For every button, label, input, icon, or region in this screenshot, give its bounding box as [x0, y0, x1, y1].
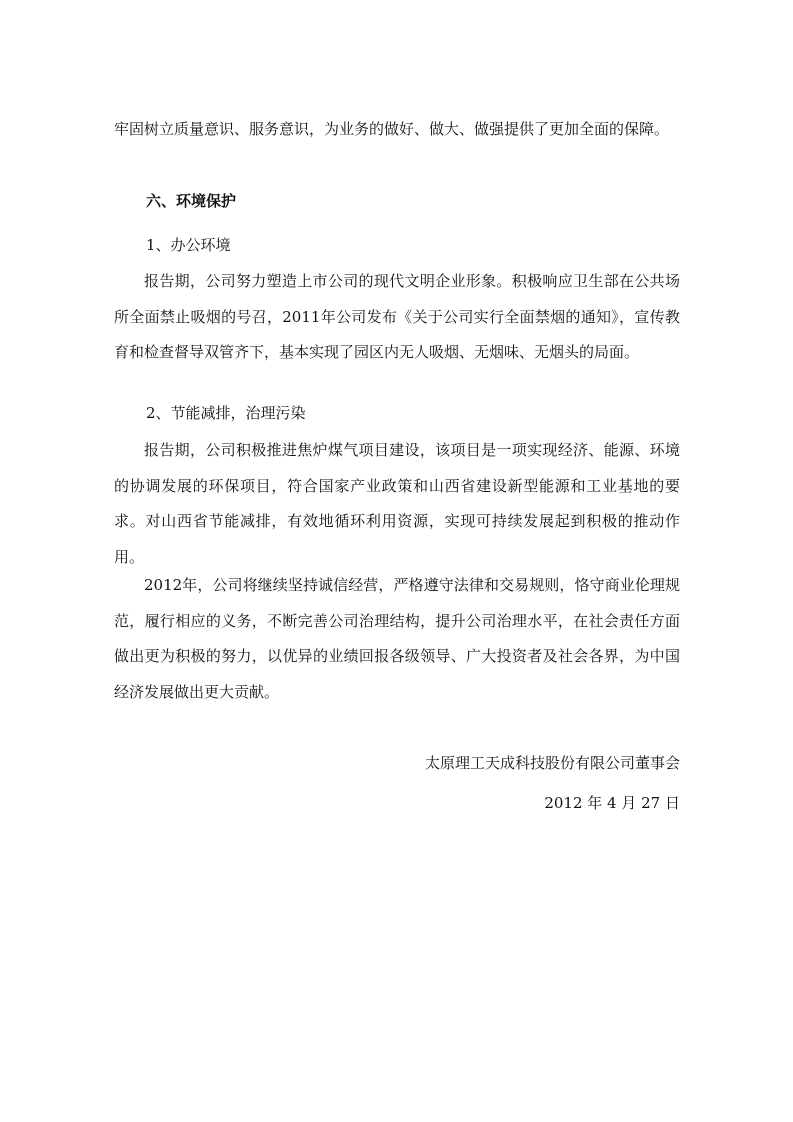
subsection-1-title: 1、办公环境 — [146, 236, 231, 254]
section-title: 六、环境保护 — [146, 192, 237, 210]
subsection-1-text: 报告期，公司努力塑造上市公司的现代文明企业形象。积极响应卫生部在公共场所全面禁止吸烟的号召，2011年公司发布《关于公司实行全面禁烟的通知》，宣传教育和检查督导双管齐下，基本实现了园区内无人吸烟、无烟味、无烟头的局面。 — [114, 272, 680, 361]
intro-paragraph — [114, 112, 680, 148]
signature-date: 2012 年 4 月 27 日 — [544, 794, 680, 812]
closing-text: 2012年，公司将继续坚持诚信经营，严格遵守法律和交易规则，恪守商业伦理规范，履行相应的义务，不断完善公司治理结构，提升公司治理水平，在社会责任方面做出更为积极的努力，以优异的业绩回报各级领导、广大投资者及社会各界，为中国经济发展做出更大贡献。 — [114, 576, 680, 701]
subsection-2-body — [114, 433, 680, 575]
subsection-2-text: 报告期，公司积极推进焦炉煤气项目建设，该项目是一项实现经济、能源、环境的协调发展的环保项目，符合国家产业政策和山西省建设新型能源和工业基地的要求。对山西省节能减排，有效地循环利用资源，实现可持续发展起到积极的推动作用。 — [114, 441, 680, 566]
signature-organization: 太原理工天成科技股份有限公司董事会 — [424, 754, 680, 772]
subsection-1-body — [114, 264, 680, 371]
intro-text: 牢固树立质量意识、服务意识，为业务的做好、做大、做强提供了更加全面的保障。 — [114, 120, 670, 138]
subsection-2-title: 2、节能减排，治理污染 — [146, 404, 306, 422]
closing-paragraph — [114, 568, 680, 710]
